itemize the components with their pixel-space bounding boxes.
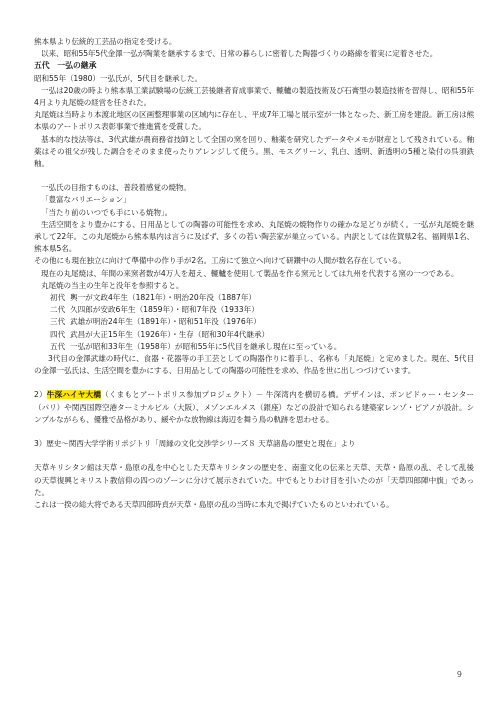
item-2-number: 2） (34, 390, 47, 400)
item-2-title-highlight: 牛深ハイヤ大橋 (46, 390, 102, 400)
generation-item (34, 304, 474, 316)
generations-list (34, 292, 474, 353)
generation-item (34, 292, 474, 304)
generation-label: 五代 (50, 341, 66, 351)
amakusa-paragraph-1: 天草キリシタン館は天草・島原の乱を中心とした天草キリシタンの歴史を、南蛮文化の伝来と天草、天草・島原の乱、そして乱後の天草復興とキリスト教信仰の四つのゾーンに分けて展示されていた。中でもとりわけ目を引いたのが「天草四郎陣中旗」であった。 (34, 463, 474, 497)
section-5-paragraph-3: 丸尾焼は当時より本渡北地区の区画整理事業の区域内に存在し、平成7年工場と展示室が一体となった、新工房を建設。新工房は熊本県のアートポリス表彰事業で推進賞を受賞した。 (34, 110, 474, 132)
amakusa-paragraph-2: これは一揆の総大将である天草四郎時貞が天草・島原の乱の当時に本丸で掲げていたものといわれている。 (34, 499, 394, 509)
spacer (34, 450, 474, 462)
spacer (34, 377, 474, 389)
item-2-text: （くまもとアートポリス参加プロジェクト）－ 牛深湾内を横切る橋。デザインは、ポンピドゥー・センター（パリ）や関西国際空港ターミナルビル（大阪）、メゾンエルメス（銀座）などの設計で知られる建築家レンゾ・ピアノが設計。シンプルながらも、優雅で品格があり、緩やかな放物線は海辺を舞う鳥の軌跡を思わせる。 (34, 390, 474, 424)
generation-item (34, 316, 474, 328)
aims-paragraph-5: その他にも現在独立に向けて準備中の作り手が2名。工房にて独立へ向けて研鑽中の人間が数名存在している。 (34, 256, 406, 266)
generation-label: 三代 (50, 317, 66, 327)
generation-label: 初代 (50, 293, 66, 303)
generation-text: 一弘が昭和33年生（1958年）が昭和55年に5代目を継承し現在に至っている。 (70, 341, 342, 351)
intro-paragraph-2: 以来、昭和55年5代金澤一弘が陶業を継承するまで、日常の暮らしに密着した陶器づくりの路線を着実に定着させた。 (41, 49, 438, 59)
aims-paragraph-1: 一弘氏の目指すものは、普段着感覚の焼物。 (41, 183, 191, 193)
spacer (34, 426, 474, 438)
aims-paragraph-2: 「豊富なバリエーション」 (41, 195, 131, 205)
section-5-paragraph-1: 昭和55年（1980）一弘氏が、5代目を継承した。 (34, 73, 203, 83)
section-5-paragraph-4: 基本的な技法等は、3代武雄が農商務省技師として全国の窯を回り、釉薬を研究したデータやメモが財産として残されている。釉薬はその祖父が残した調合をそのまま使ったりアレンジして使う。黒、モスグリーン、乳白、透明、新透明の5種と染付の呉須鉄釉。 (34, 134, 474, 169)
section-5-paragraph-2: 一弘は20歳の時より熊本県工業試験場の伝統工芸後継者育成事業で、轆轤の製造技術及び石膏型の製造技術を習得し、昭和55年4月より丸尾焼の経営を任された。 (34, 85, 474, 108)
aims-paragraph-4: 生活空間をより豊かにする、日用品としての陶器の可能性を求め、丸尾焼の焼物作りの確かな足どりが続く。一弘が丸尾焼を継承して22年。この丸尾焼から熊本県内は言うに及ばず、多くの若い陶芸家が巣立っている。内訳としては佐賀県2名、福岡県1名、熊本県5名。 (34, 219, 474, 254)
intro-paragraph-1: 熊本県より伝統的工芸品の指定を受ける。 (34, 37, 177, 46)
aims-paragraph-3: 「当たり前のいつでも手にいる焼物」。 (41, 207, 173, 217)
summary-paragraph: 3代目の金澤武雄の時代に、食器・花器等の手工芸としての陶器作りに着手し、名称も「丸尾焼」と定めました。現在、5代目の金澤一弘氏は、生活空間を豊かにする、日用品としての陶器の可能性を求め、作品を世に出しつづけています。 (34, 354, 474, 376)
item-3-heading: 3）歴史～関西大学学術リポジトリ「周縁の文化交渉学シリーズ８ 天草諸島の歴史と現在」より (34, 439, 356, 449)
aims-paragraph-6: 現在の丸尾焼は、年間の来窯者数が4万人を超え、轆轤を使用して製品を作る窯元としては九州を代表する窯の一つである。 (41, 268, 459, 278)
generation-text: 久四郎が安政6年生（1859年）・昭和7年没（1933年） (70, 305, 259, 315)
page-number: 9 (456, 670, 462, 679)
generation-item (34, 341, 474, 353)
aims-paragraph-7: 丸尾焼の当主の生年と没年を参照すると。 (41, 280, 184, 290)
item-2-paragraph (34, 389, 474, 426)
page-content (34, 36, 474, 511)
generation-item (34, 329, 474, 341)
spacer (34, 170, 474, 182)
generation-label: 二代 (50, 305, 66, 315)
generation-text: 武雄が明治24年生（1891年）・昭和51年没（1976年） (70, 317, 261, 327)
generation-text: 武昌が大正15年生（1926年）・生存（昭和30年4代継承） (70, 329, 270, 339)
generation-text: 輿一が文政4年生（1821年）・明治20年没（1887年） (70, 293, 257, 303)
section-5-heading: 五代 一弘の継承 (34, 61, 97, 71)
generation-label: 四代 (50, 329, 66, 339)
